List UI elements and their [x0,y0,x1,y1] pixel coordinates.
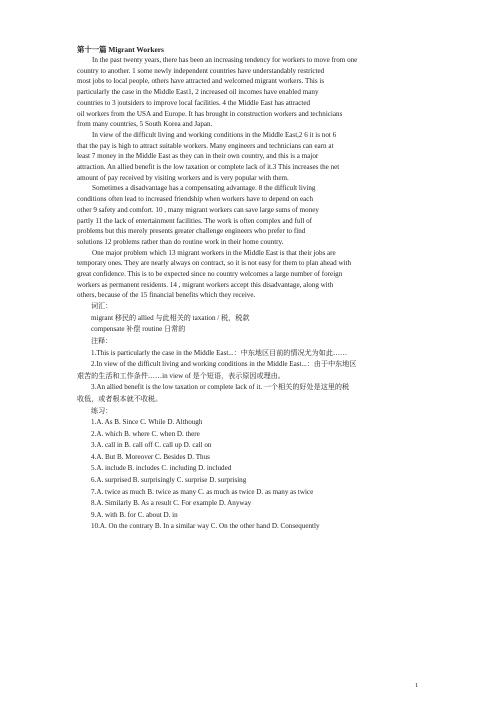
article-title: 第十一篇 Migrant Workers [77,45,164,54]
passage-line: partly 11 the lack of entertainment facilities. The work is often complex and full of [77,216,313,225]
note-line: 1.This is particularly the case in the Middle East...：中东地区目前的情况尤为如此…… [91,348,348,357]
passage-line: conditions often lead to increased friendship when workers have to depend on each [77,195,313,204]
vocabulary-line: compensate 补偿 routine 日常的 [91,325,186,334]
exercise-item: 2.A. which B. where C. when D. there [91,429,200,438]
passage-line: workers as permanent residents. 14 , migrant workers accept this disadvantage, along with [77,280,334,289]
exercise-item: 10.A. On the contrary B. In a similar way C. On the other hand D. Consequently [91,522,320,531]
exercise-item: 9.A. with B. for C. about D. in [91,510,178,519]
passage-line: temporary ones. They are nearly always on contract, so it is not easy for them to plan ahead with [77,259,352,268]
vocabulary-heading: 词汇： [91,302,113,311]
passage-line: others, because of the 15 financial benefits which they receive. [77,291,256,300]
passage-line: that the pay is high to attract suitable workers. Many engineers and technicians can earn at [77,141,334,150]
note-line: 3.An allied benefit is the low taxation or complete lack of it. 一个相关的好处是这里的税 [91,383,350,392]
exercise-heading: 练习： [91,406,113,415]
passage-line: solutions 12 problems rather than do routine work in their home country. [77,237,284,246]
passage-line: country to another. 1 some newly independent countries have understandably restricted [77,66,325,75]
passage-line: In the past twenty years, there has been an increasing tendency for workers to move from one [92,56,358,64]
exercise-item: 1.A. As B. Since C. While D. Although [91,418,203,427]
vocabulary-line: migrant 移民的 allied 与此相关的 taxation / 税，税款 [91,313,250,322]
document-body [77,44,424,533]
exercise-item: 5.A. include B. includes C. including D. included [91,464,232,473]
passage-line: attraction. An allied benefit is the low taxation or complete lack of it.3 This increases the net [77,163,340,172]
passage-line: least 7 money in the Middle East as they can in their own country, and this is a major [77,152,319,161]
passage [77,55,424,301]
notes-heading: 注释： [91,336,113,345]
notes-section [77,336,424,406]
note-line: 艰苦的生活和工作条件……in view of 是个短语，表示原因或理由。 [77,371,285,380]
passage-line: countries to 3 |outsiders to improve local facilities. 4 the Middle East has attracted [77,98,311,107]
passage-line: In view of the difficult living and working conditions in the Middle East,2 6 it is not 6 [92,130,337,139]
passage-line: particularly the case in the Middle East1, 2 increased oil incomes have enabled many [77,88,319,97]
passage-line: great confidence. This is to be expected since no country welcomes a large number of foreign [77,270,343,279]
passage-line: One major problem which 13 migrant workers in the Middle East is that their jobs are [92,248,336,257]
passage-line: Sometimes a disadvantage has a compensating advantage. 8 the difficult living [92,184,316,193]
exercise-item: 4.A. But B. Moreover C. Besides D. Thus [91,452,210,461]
passage-line: most jobs to local people, others have attracted and welcomed migrant workers. This is [77,77,325,86]
vocabulary-section [77,301,424,336]
note-line: 2.In view of the difficult living and working conditions in the Middle East...：由于中东地区 [91,360,357,369]
exercise-item: 6.A. surprised B. surprisingly C. surprise D. surprising [91,476,247,485]
passage-line: oil workers from the USA and Europe. It has brought in construction workers and technicians [77,109,343,118]
passage-line: amount of pay received by visiting workers and is very popular with them. [77,173,289,182]
exercise-item: 3.A. call in B. call off C. call up D. call on [91,441,212,450]
note-line: 收低，或者根本就不收税。 [77,394,163,403]
passage-line: other 9 safety and comfort. 10 , many migrant workers can save large sums of money [77,205,319,214]
passage-line: from many countries, 5 South Korea and Japan. [77,120,213,129]
exercise-section [77,406,424,534]
page-number: 1 [415,682,419,689]
passage-line: problems but this merely presents greater challenge engineers who prefer to find [77,227,306,236]
exercise-item: 7.A. twice as much B. twice as many C. as much as twice D. as many as twice [91,487,314,496]
exercise-item: 8.A. Similarly B. As a result C. For example D. Anyway [91,499,252,508]
